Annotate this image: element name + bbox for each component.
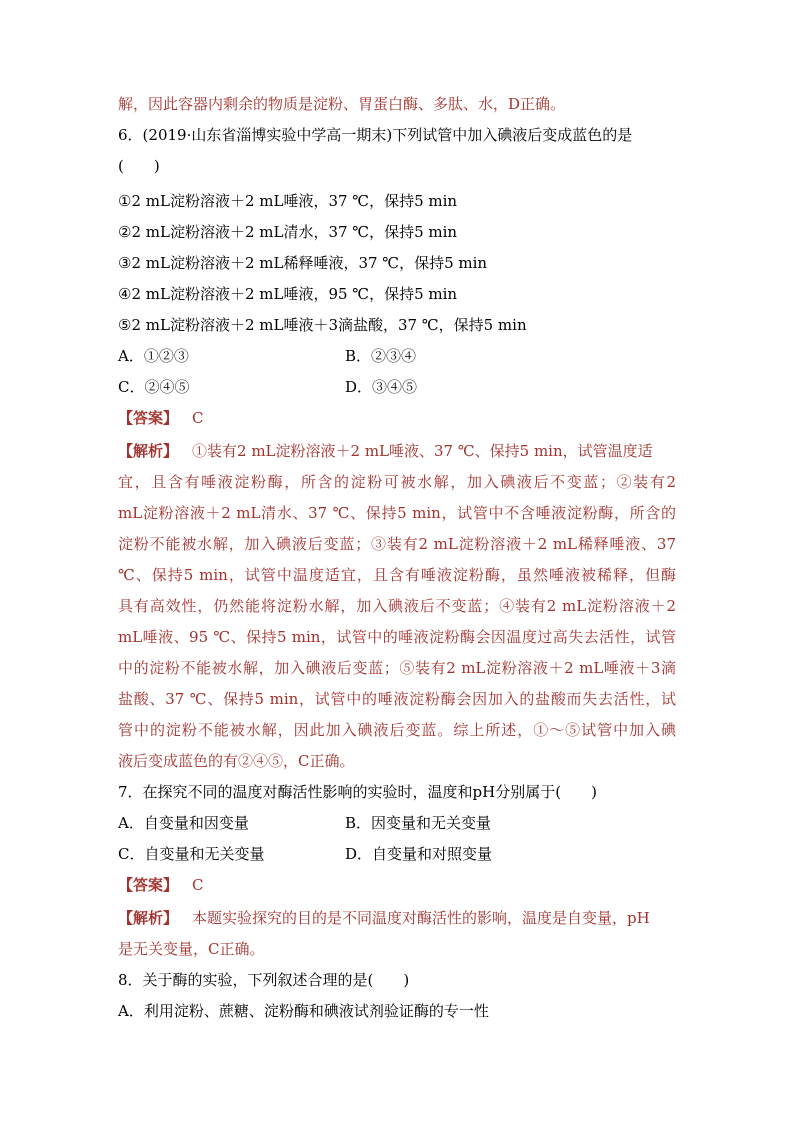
q6-answer-tag: 【答案】 [118, 409, 179, 427]
q6-analysis-line-3 [118, 503, 676, 523]
q7-answer-tag: 【答案】 [118, 876, 179, 894]
q7-analysis-text-1: 本题实验探究的目的是不同温度对酶活性的影响，温度是自变量，pH [192, 909, 650, 927]
q6-analysis-line-10 [118, 720, 676, 740]
q6-analysis-text-9: 盐酸、37 ℃、保持5 min，试管中的唾液淀粉酶会因加入的盐酸而失去活性，试 [118, 690, 676, 708]
q6-analysis-tag: 【解析】 [118, 442, 179, 460]
q6-item-5: ⑤2 mL淀粉溶液＋2 mL唾液＋3滴盐酸，37 ℃，保持5 min [118, 316, 527, 334]
q7-option-c: C．自变量和无关变量 [118, 845, 265, 863]
q6-option-b: B．②③④ [345, 347, 417, 365]
q6-analysis-text-10: 管中的淀粉不能被水解，因此加入碘液后变蓝。综上所述，①～⑤试管中加入碘 [118, 721, 676, 739]
q6-item-1: ①2 mL淀粉溶液＋2 mL唾液，37 ℃，保持5 min [118, 192, 458, 210]
q6-analysis-text-4: 淀粉不能被水解，加入碘液后变蓝；③装有2 mL淀粉溶液＋2 mL稀释唾液、37 [118, 535, 676, 553]
q6-option-d: D．③④⑤ [345, 378, 418, 396]
q7-analysis-tag: 【解析】 [118, 909, 179, 927]
q7-answer-value: C [192, 876, 204, 894]
q7-analysis-line-2: 是无关变量，C正确。 [118, 940, 265, 958]
q6-analysis-line-6 [118, 596, 676, 616]
q7-option-d: D．自变量和对照变量 [345, 845, 493, 863]
q7-analysis-line-1 [118, 908, 650, 928]
q6-analysis-line-9 [118, 689, 676, 709]
q6-item-4: ④2 mL淀粉溶液＋2 mL唾液，95 ℃，保持5 min [118, 285, 458, 303]
q6-analysis-text-5: ℃、保持5 min，试管中温度适宜，且含有唾液淀粉酶，虽然唾液被稀释，但酶 [118, 566, 676, 584]
q6-analysis-line-7 [118, 627, 676, 647]
q6-analysis-text-8: 中的淀粉不能被水解，加入碘液后变蓝；⑤装有2 mL淀粉溶液＋2 mL唾液＋3滴 [118, 659, 676, 677]
q6-analysis-line-8 [118, 658, 676, 678]
q6-analysis-text-3: mL淀粉溶液＋2 mL清水、37 ℃、保持5 min，试管中不含唾液淀粉酶，所含的 [118, 504, 676, 522]
q6-answer-value: C [192, 409, 204, 427]
q6-analysis-text-6: 具有高效性，仍然能将淀粉水解，加入碘液后不变蓝；④装有2 mL淀粉溶液＋2 [118, 597, 676, 615]
q6-item-2: ②2 mL淀粉溶液＋2 mL清水，37 ℃，保持5 min [118, 223, 458, 241]
q6-analysis-line-11: 液后变成蓝色的有②④⑤，C正确。 [118, 752, 355, 770]
q7-options-row-2 [118, 844, 492, 864]
q6-stem-line2: ( ) [118, 157, 160, 175]
q8-stem: 8．关于酶的实验，下列叙述合理的是( ) [118, 971, 410, 989]
q6-analysis-line-4 [118, 534, 676, 554]
q6-option-c: C．②④⑤ [118, 378, 190, 396]
q6-options-row-2 [118, 377, 417, 397]
q7-answer-line [118, 875, 204, 895]
q6-analysis-line-2 [118, 472, 676, 492]
q7-option-a: A．自变量和因变量 [118, 814, 249, 832]
q6-analysis-line-1 [118, 441, 653, 461]
q6-stem-line1: 6．(2019·山东省淄博实验中学高一期末)下列试管中加入碘液后变成蓝色的是 [118, 126, 633, 144]
q6-analysis-line-5 [118, 565, 676, 585]
q6-analysis-text-2: 宜，且含有唾液淀粉酶，所含的淀粉可被水解，加入碘液后不变蓝；②装有2 [118, 473, 676, 491]
q7-stem: 7．在探究不同的温度对酶活性影响的实验时，温度和pH分别属于( ) [118, 783, 597, 801]
q7-options-row-1 [118, 813, 491, 833]
q6-analysis-text-1: ①装有2 mL淀粉溶液＋2 mL唾液、37 ℃、保持5 min，试管温度适 [192, 442, 653, 460]
intro-line: 解，因此容器内剩余的物质是淀粉、胃蛋白酶、多肽、水，D正确。 [118, 95, 566, 113]
q6-item-3: ③2 mL淀粉溶液＋2 mL稀释唾液，37 ℃，保持5 min [118, 254, 488, 272]
q6-options-row-1 [118, 346, 416, 366]
q7-option-b: B．因变量和无关变量 [345, 814, 492, 832]
q6-answer-line [118, 408, 204, 428]
q6-analysis-text-7: mL唾液、95 ℃、保持5 min，试管中的唾液淀粉酶会因温度过高失去活性，试管 [118, 628, 676, 646]
q8-option-a: A．利用淀粉、蔗糖、淀粉酶和碘液试剂验证酶的专一性 [118, 1002, 489, 1020]
q6-option-a: A．①②③ [118, 347, 189, 365]
